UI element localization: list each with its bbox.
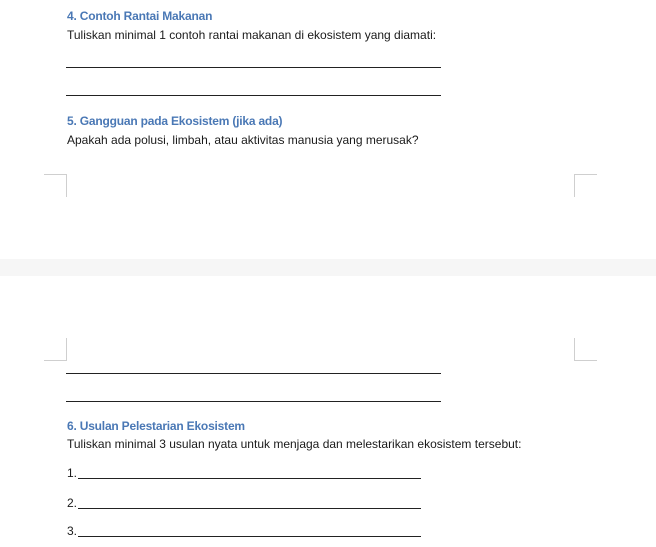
numbered-answer-line[interactable] <box>67 524 427 540</box>
item-number: 3. <box>67 524 78 538</box>
answer-line[interactable] <box>66 401 441 402</box>
section-6-prompt: Tuliskan minimal 3 usulan nyata untuk menjaga dan melestarikan ekosistem tersebut: <box>67 437 522 451</box>
section-4-heading: 4. Contoh Rantai Makanan <box>67 9 213 23</box>
item-number: 2. <box>67 496 78 510</box>
section-5-prompt: Apakah ada polusi, limbah, atau aktivitas manusia yang merusak? <box>67 133 419 147</box>
answer-line[interactable] <box>78 478 421 479</box>
answer-line[interactable] <box>66 95 441 96</box>
numbered-answer-line[interactable] <box>67 466 427 482</box>
section-6-heading: 6. Usulan Pelestarian Ekosistem <box>67 419 245 433</box>
answer-line[interactable] <box>78 536 421 537</box>
numbered-answer-line[interactable] <box>67 496 427 512</box>
crop-mark <box>574 174 597 197</box>
section-5-heading: 5. Gangguan pada Ekosistem (jika ada) <box>67 114 283 128</box>
answer-line[interactable] <box>66 67 441 68</box>
answer-line[interactable] <box>66 373 441 374</box>
section-4-prompt: Tuliskan minimal 1 contoh rantai makanan di ekosistem yang diamati: <box>67 28 437 42</box>
item-number: 1. <box>67 466 78 480</box>
answer-line[interactable] <box>78 508 421 509</box>
crop-mark <box>44 174 67 197</box>
crop-mark <box>44 338 67 361</box>
crop-mark <box>574 338 597 361</box>
